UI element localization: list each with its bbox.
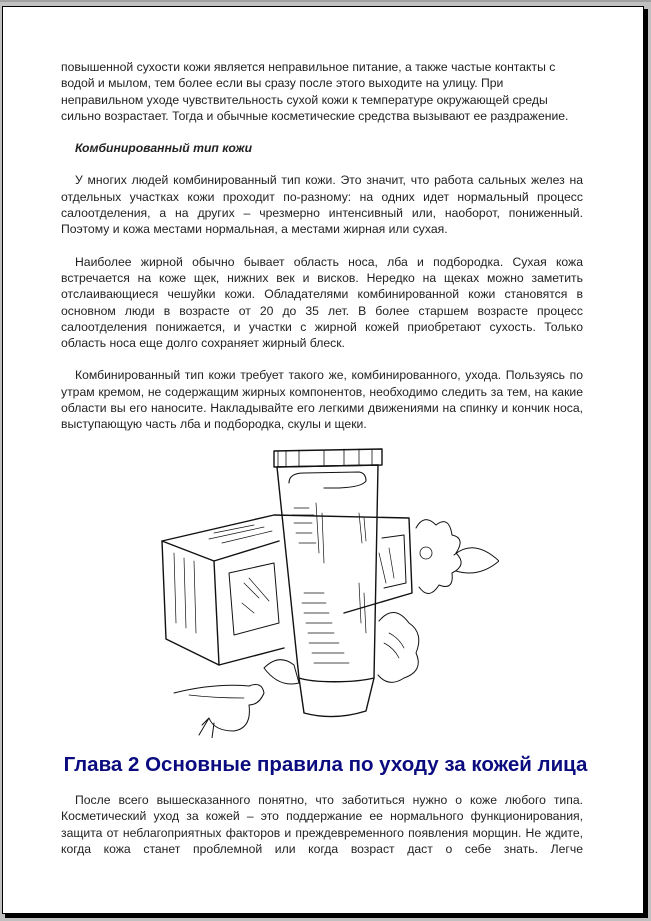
paragraph-4: После всего вышесказанного понятно, что заботиться нужно о коже любого типа. Косметический уход за кожей – это поддержание ее нормального функционирования, защита от неблагоприятных факторов и преждевременного появления морщин. Не ждите, когда кожа станет проблемной или когда возраст даст о себе знать. Легче — [61, 793, 583, 856]
tube-drawing — [274, 449, 382, 717]
text-block-top — [61, 59, 583, 433]
chapter-title: Глава 2 Основные правила по уходу за кожей лица — [63, 753, 588, 776]
viewer-top-edge — [0, 0, 651, 2]
subheading: Комбинированный тип кожи — [75, 141, 253, 156]
paragraph-3: Комбинированный тип кожи требует такого же, комбинированного, ухода. Пользуясь по утрам кремом, не содержащим жирных компонентов, необходимо следить за тем, на какие области вы его наносите. Накладывайте его легкими движениями на спинку и кончик носа, выступающую часть лба и подбородка, скулы и щеки. — [61, 368, 583, 432]
paragraph-1: У многих людей комбинированный тип кожи. Это значит, что работа сальных желез на отдельных участках кожи проходит по-разному: на одних идет нормальный процесс салоотделения, а на других – чрезмерно интенсивный или, наоборот, пониженный. Поэтому и кожа местами нормальная, а местами жирная или сухая. — [61, 173, 583, 237]
flower-drawings — [174, 520, 499, 738]
paragraph-intro: повышенной сухости кожи является неправильное питание, а также частые контакты с водой и мылом, тем более если вы сразу после этого выходите на улицу. При неправильном уходе чувствительность сухой кожи к температуре окружающей среды сильно возрастает. Тогда и обычные косметические средства вызывают ее раздражение. — [61, 60, 569, 123]
text-block-bottom — [61, 792, 583, 857]
paragraph-2: Наиболее жирной обычно бывает область носа, лба и подбородка. Сухая кожа встречается на коже щек, нижних век и висков. Нередко на щеках можно заметить отслаивающиеся чешуйки кожи. Обладателями комбинированной кожи становятся в основном люди в возрасте от 20 до 35 лет. В более старшем возрасте процесс салоотделения понижается, и участки с жирной кожей приобретают сухость. Только область носа еще долго сохраняет жирный блеск. — [61, 254, 583, 351]
cream-tube-illustration — [154, 443, 499, 738]
